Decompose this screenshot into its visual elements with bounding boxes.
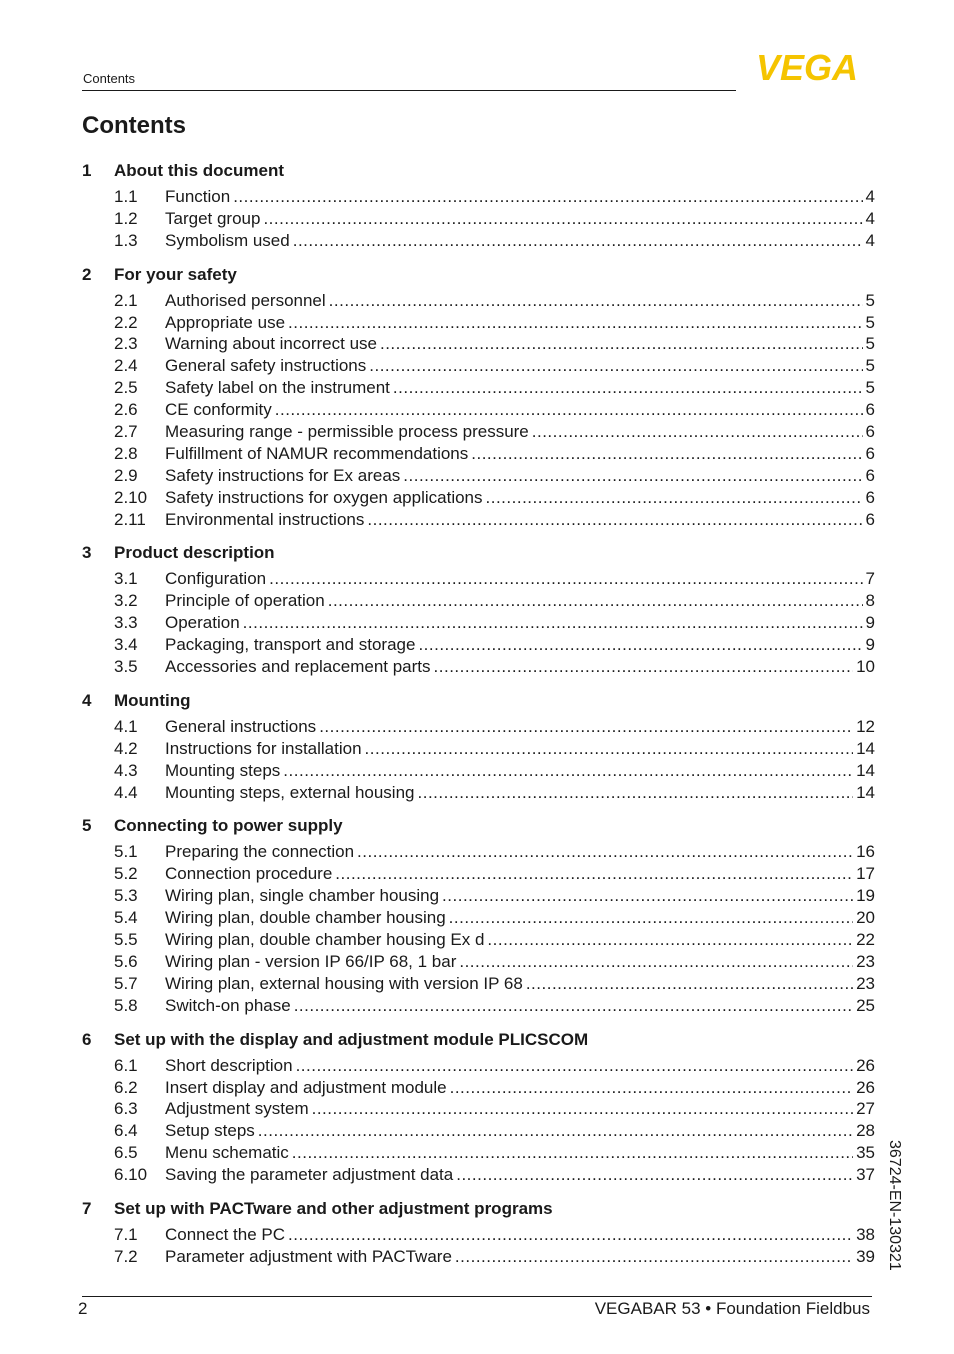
entry-title: Safety instructions for Ex areas — [165, 465, 401, 485]
entry-title: Insert display and adjustment module — [165, 1077, 447, 1097]
entry-number: 5.7 — [114, 973, 138, 993]
toc-section-heading[interactable] — [82, 264, 875, 286]
entry-page-number: 39 — [856, 1246, 875, 1266]
entry-page-number: 23 — [856, 973, 875, 993]
toc-entry[interactable] — [82, 1098, 875, 1120]
dot-leader — [233, 186, 862, 208]
toc-entry[interactable] — [82, 782, 875, 804]
entry-title: Saving the parameter adjustment data — [165, 1165, 454, 1185]
dot-leader — [434, 656, 854, 678]
dot-leader — [335, 863, 853, 885]
entry-title: Parameter adjustment with PACTware — [165, 1246, 452, 1266]
entry-title: Authorised personnel — [165, 290, 326, 310]
toc-entry[interactable] — [82, 208, 875, 230]
entry-title: Measuring range - permissible process pressure — [165, 422, 529, 442]
entry-number: 2.2 — [114, 312, 138, 332]
entry-page-number: 20 — [856, 908, 875, 928]
toc-entry[interactable] — [82, 509, 875, 531]
entry-number: 1.1 — [114, 187, 138, 206]
entry-number: 3.5 — [114, 657, 138, 677]
footer-page-number: 2 — [78, 1299, 88, 1318]
entry-page-number: 14 — [856, 782, 875, 802]
entry-title: Operation — [165, 613, 240, 633]
section-number: 2 — [82, 264, 92, 284]
entry-page-number: 5 — [865, 312, 875, 332]
section-title: Mounting — [114, 690, 191, 710]
entry-number: 4.3 — [114, 760, 138, 780]
toc-entry[interactable] — [82, 1142, 875, 1164]
entry-number: 5.1 — [114, 842, 138, 862]
entry-number: 6.2 — [114, 1077, 138, 1097]
entry-title: Fulfillment of NAMUR recommendations — [165, 443, 469, 463]
toc-section — [82, 815, 875, 1016]
entry-title: Short description — [165, 1055, 293, 1075]
entry-number: 7.2 — [114, 1246, 138, 1266]
page-title: Contents — [82, 112, 186, 139]
dot-leader — [292, 1142, 853, 1164]
dot-leader — [258, 1120, 853, 1142]
toc-entry[interactable] — [82, 863, 875, 885]
toc-entry[interactable] — [82, 885, 875, 907]
dot-leader — [449, 907, 853, 929]
entry-number: 2.4 — [114, 356, 138, 376]
section-title: For your safety — [114, 264, 237, 284]
entry-number: 5.8 — [114, 995, 138, 1015]
entry-title: Wiring plan, single chamber housing — [165, 886, 440, 906]
entry-page-number: 6 — [865, 465, 875, 485]
entry-number: 6.3 — [114, 1099, 138, 1119]
entry-number: 5.3 — [114, 886, 138, 906]
entry-page-number: 4 — [865, 230, 875, 250]
entry-page-number: 22 — [856, 930, 875, 950]
dot-leader — [293, 230, 863, 252]
entry-title: Connection procedure — [165, 864, 333, 884]
dot-leader — [243, 612, 863, 634]
toc-entry[interactable] — [82, 568, 875, 590]
entry-number: 2.7 — [114, 422, 138, 442]
entry-page-number: 7 — [865, 569, 875, 589]
table-of-contents — [82, 160, 875, 1280]
dot-leader — [312, 1098, 853, 1120]
toc-section-heading[interactable] — [82, 1198, 875, 1220]
dot-leader — [328, 590, 863, 612]
entry-page-number: 4 — [865, 187, 875, 206]
entry-page-number: 6 — [865, 422, 875, 442]
toc-entry[interactable] — [82, 841, 875, 863]
toc-entry[interactable] — [82, 399, 875, 421]
toc-section — [82, 264, 875, 531]
entry-title: Connect the PC — [165, 1224, 286, 1244]
toc-entry[interactable] — [82, 186, 875, 208]
entry-page-number: 25 — [856, 995, 875, 1015]
entry-page-number: 37 — [856, 1165, 875, 1185]
toc-section — [82, 160, 875, 252]
entry-title: Safety instructions for oxygen applications — [165, 487, 483, 507]
footer-divider — [82, 1296, 872, 1297]
dot-leader — [450, 1077, 853, 1099]
dot-leader — [269, 568, 862, 590]
entry-title: Switch-on phase — [165, 995, 291, 1015]
dot-leader — [442, 885, 853, 907]
toc-entry[interactable] — [82, 634, 875, 656]
entry-number: 3.3 — [114, 613, 138, 633]
dot-leader — [329, 290, 863, 312]
entry-title: Adjustment system — [165, 1099, 309, 1119]
toc-entry[interactable] — [82, 421, 875, 443]
entry-page-number: 17 — [856, 864, 875, 884]
dot-leader — [263, 208, 862, 230]
footer-product-name: VEGABAR 53 • Foundation Fieldbus — [594, 1299, 870, 1318]
entry-number: 6.1 — [114, 1055, 138, 1075]
entry-title: Accessories and replacement parts — [165, 657, 431, 677]
toc-entry[interactable] — [82, 312, 875, 334]
section-number: 5 — [82, 816, 92, 836]
toc-entry[interactable] — [82, 612, 875, 634]
dot-leader — [486, 487, 863, 509]
entry-title: Safety label on the instrument — [165, 378, 390, 398]
entry-page-number: 5 — [865, 356, 875, 376]
entry-page-number: 5 — [865, 378, 875, 398]
logo-text: VEGA — [755, 52, 859, 82]
toc-section — [82, 1029, 875, 1186]
dot-leader — [418, 634, 862, 656]
entry-number: 2.5 — [114, 378, 138, 398]
entry-page-number: 35 — [856, 1143, 875, 1163]
entry-page-number: 26 — [856, 1055, 875, 1075]
toc-entry[interactable] — [82, 716, 875, 738]
toc-section-heading[interactable] — [82, 1029, 875, 1051]
entry-number: 5.5 — [114, 930, 138, 950]
entry-number: 6.5 — [114, 1143, 138, 1163]
dot-leader — [532, 421, 863, 443]
dot-leader — [526, 973, 853, 995]
entry-page-number: 26 — [856, 1077, 875, 1097]
entry-title: Wiring plan, double chamber housing Ex d — [165, 930, 485, 950]
entry-title: Menu schematic — [165, 1143, 289, 1163]
entry-number: 6.4 — [114, 1121, 138, 1141]
section-title: Set up with the display and adjustment module PLICSCOM — [114, 1029, 589, 1049]
entry-number: 2.6 — [114, 400, 138, 420]
entry-number: 7.1 — [114, 1224, 138, 1244]
toc-entry[interactable] — [82, 590, 875, 612]
entry-page-number: 9 — [865, 613, 875, 633]
entry-page-number: 12 — [856, 716, 875, 736]
entry-number: 6.10 — [114, 1165, 148, 1185]
entry-number: 2.1 — [114, 290, 138, 310]
section-title: Product description — [114, 543, 275, 563]
dot-leader — [288, 1224, 853, 1246]
entry-page-number: 6 — [865, 443, 875, 463]
section-title: Set up with PACTware and other adjustment programs — [114, 1198, 553, 1218]
entry-page-number: 6 — [865, 487, 875, 507]
entry-page-number: 27 — [856, 1099, 875, 1119]
toc-entry[interactable] — [82, 995, 875, 1017]
entry-page-number: 9 — [865, 635, 875, 655]
dot-leader — [455, 1246, 853, 1268]
entry-page-number: 28 — [856, 1121, 875, 1141]
dot-leader — [369, 355, 862, 377]
toc-entry[interactable] — [82, 951, 875, 973]
entry-title: Mounting steps — [165, 760, 281, 780]
entry-number: 2.9 — [114, 465, 138, 485]
entry-page-number: 5 — [865, 290, 875, 310]
toc-entry[interactable] — [82, 1246, 875, 1268]
dot-leader — [275, 399, 863, 421]
toc-entry[interactable] — [82, 1055, 875, 1077]
entry-number: 5.4 — [114, 908, 138, 928]
entry-title: Configuration — [165, 569, 267, 589]
toc-entry[interactable] — [82, 230, 875, 252]
toc-entry[interactable] — [82, 465, 875, 487]
entry-number: 5.2 — [114, 864, 138, 884]
toc-entry[interactable] — [82, 929, 875, 951]
entry-number: 3.4 — [114, 635, 138, 655]
dot-leader — [365, 738, 854, 760]
entry-title: Preparing the connection — [165, 842, 355, 862]
section-title: About this document — [114, 161, 284, 180]
section-number: 7 — [82, 1198, 92, 1218]
entry-number: 2.11 — [114, 509, 146, 529]
toc-entry[interactable] — [82, 333, 875, 355]
vega-logo — [742, 52, 872, 82]
toc-section-heading[interactable] — [82, 160, 875, 182]
toc-entry[interactable] — [82, 907, 875, 929]
entry-number: 2.8 — [114, 443, 138, 463]
entry-number: 4.2 — [114, 738, 138, 758]
entry-number: 3.1 — [114, 569, 138, 589]
entry-page-number: 10 — [856, 657, 875, 677]
dot-leader — [487, 929, 853, 951]
entry-number: 1.3 — [114, 230, 138, 250]
entry-page-number: 19 — [856, 886, 875, 906]
toc-section — [82, 1198, 875, 1268]
dot-leader — [393, 377, 863, 399]
entry-title: Packaging, transport and storage — [165, 635, 416, 655]
toc-entry[interactable] — [82, 738, 875, 760]
entry-title: Principle of operation — [165, 591, 325, 611]
entry-page-number: 14 — [856, 760, 875, 780]
toc-entry[interactable] — [82, 443, 875, 465]
dot-leader — [357, 841, 853, 863]
entry-page-number: 16 — [856, 842, 875, 862]
entry-title: General safety instructions — [165, 356, 367, 376]
toc-entry[interactable] — [82, 487, 875, 509]
dot-leader — [459, 951, 853, 973]
entry-title: Target group — [165, 208, 261, 228]
section-title: Connecting to power supply — [114, 816, 343, 836]
dot-leader — [288, 312, 863, 334]
entry-title: Warning about incorrect use — [165, 334, 377, 354]
entry-number: 1.2 — [114, 208, 138, 228]
dot-leader — [283, 760, 853, 782]
entry-title: Wiring plan, external housing with version IP 68 — [165, 973, 523, 993]
toc-entry[interactable] — [82, 377, 875, 399]
entry-page-number: 38 — [856, 1224, 875, 1244]
dot-leader — [471, 443, 862, 465]
dot-leader — [380, 333, 863, 355]
entry-title: Wiring plan, double chamber housing — [165, 908, 446, 928]
entry-number: 2.3 — [114, 334, 138, 354]
toc-section-heading[interactable] — [82, 690, 875, 712]
section-number: 4 — [82, 690, 92, 710]
entry-title: Function — [165, 187, 231, 206]
section-number: 1 — [82, 161, 92, 180]
toc-entry[interactable] — [82, 1164, 875, 1186]
toc-entry[interactable] — [82, 760, 875, 782]
toc-entry[interactable] — [82, 355, 875, 377]
entry-page-number: 8 — [865, 591, 875, 611]
entry-title: Environmental instructions — [165, 509, 365, 529]
toc-section-heading[interactable] — [82, 542, 875, 564]
toc-entry[interactable] — [82, 656, 875, 678]
entry-page-number: 23 — [856, 951, 875, 971]
entry-title: Symbolism used — [165, 230, 290, 250]
dot-leader — [319, 716, 853, 738]
toc-entry[interactable] — [82, 1077, 875, 1099]
toc-section — [82, 542, 875, 677]
toc-entry[interactable] — [82, 290, 875, 312]
toc-section-heading[interactable] — [82, 815, 875, 837]
header-divider — [82, 90, 736, 91]
dot-leader — [294, 995, 853, 1017]
entry-title: Appropriate use — [165, 312, 286, 332]
entry-title: CE conformity — [165, 400, 272, 420]
entry-page-number: 4 — [865, 208, 875, 228]
entry-page-number: 14 — [856, 738, 875, 758]
toc-entry[interactable] — [82, 1120, 875, 1142]
toc-entry[interactable] — [82, 1224, 875, 1246]
dot-leader — [296, 1055, 854, 1077]
toc-section — [82, 690, 875, 804]
entry-title: Mounting steps, external housing — [165, 782, 415, 802]
entry-number: 4.1 — [114, 716, 138, 736]
entry-page-number: 5 — [865, 334, 875, 354]
entry-page-number: 6 — [865, 509, 875, 529]
dot-leader — [367, 509, 862, 531]
toc-entry[interactable] — [82, 973, 875, 995]
section-number: 3 — [82, 543, 92, 563]
dot-leader — [403, 465, 862, 487]
entry-title: General instructions — [165, 716, 317, 736]
section-number: 6 — [82, 1029, 92, 1049]
dot-leader — [456, 1164, 853, 1186]
entry-number: 3.2 — [114, 591, 138, 611]
entry-number: 2.10 — [114, 487, 148, 507]
header-label: Contents — [83, 71, 136, 86]
document-code: 36724-EN-130321 — [886, 1140, 903, 1271]
entry-title: Wiring plan - version IP 66/IP 68, 1 bar — [165, 951, 457, 971]
entry-page-number: 6 — [865, 400, 875, 420]
entry-number: 5.6 — [114, 951, 138, 971]
dot-leader — [418, 782, 854, 804]
entry-title: Setup steps — [165, 1121, 255, 1141]
entry-number: 4.4 — [114, 782, 138, 802]
entry-title: Instructions for installation — [165, 738, 362, 758]
